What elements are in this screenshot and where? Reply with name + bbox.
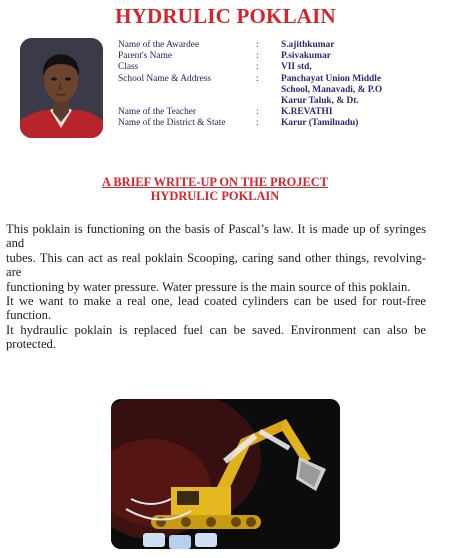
info-colon: : — [256, 62, 259, 73]
info-value-line: School, Manavadi, & P.O — [281, 84, 383, 95]
writeup-paragraph: This poklain is functioning on the basis of Pascal’s law. It is made up of syringes and — [6, 222, 426, 251]
info-label: Class — [118, 62, 139, 73]
info-label: Name of the Awardee — [118, 40, 200, 50]
writeup-paragraph: It we want to make a real one, lead coated cylinders can be used for rout-free function. — [6, 294, 426, 323]
writeup-heading-line2: HYDRULIC POKLAIN — [150, 188, 280, 203]
info-value: Karur (Tamilnadu) — [281, 118, 359, 129]
info-row-awardee — [118, 40, 431, 51]
writeup-body — [6, 222, 426, 352]
info-label: School Name & Address — [118, 73, 211, 84]
poklain-model-photo — [111, 399, 340, 549]
info-value-line: Panchayat Union Middle — [281, 73, 382, 84]
info-row-class — [118, 62, 431, 73]
info-value-line: Karur Taluk, & Dt. — [281, 96, 359, 107]
info-colon: : — [256, 118, 259, 129]
info-value: K.REVATHI — [281, 107, 333, 118]
info-value: VII std, — [281, 62, 312, 73]
info-label: Parent's Name — [118, 51, 173, 62]
writeup-paragraph: tubes. This can act as real poklain Scooping, caring sand other things, revolving- are — [6, 250, 426, 280]
info-value: P.sivakumar — [281, 51, 331, 62]
info-colon: : — [256, 73, 259, 84]
info-label: Name of the Teacher — [118, 107, 197, 118]
writeup-paragraph: It hydraulic poklain is replaced fuel can be saved. Environment can also be protected. — [6, 322, 426, 352]
info-colon: : — [256, 107, 259, 118]
page-title: HYDRULIC POKLAIN — [115, 4, 336, 28]
writeup-heading-line1: A BRIEF WRITE-UP ON THE PROJECT — [102, 175, 328, 189]
info-row-school — [118, 74, 431, 108]
info-value: S.ajithkumar — [281, 40, 335, 50]
info-row-teacher — [118, 107, 431, 118]
info-row-district — [118, 118, 431, 129]
writeup-paragraph: functioning by water pressure. Water pressure is the main source of this poklain. — [6, 279, 411, 294]
awardee-info — [118, 40, 431, 130]
awardee-photo — [20, 38, 103, 138]
info-colon: : — [256, 51, 259, 62]
info-row-parent — [118, 51, 431, 62]
writeup-heading — [0, 176, 430, 203]
info-label: Name of the District & State — [118, 118, 226, 129]
info-colon: : — [256, 40, 259, 50]
info-value-multiline — [281, 74, 431, 108]
